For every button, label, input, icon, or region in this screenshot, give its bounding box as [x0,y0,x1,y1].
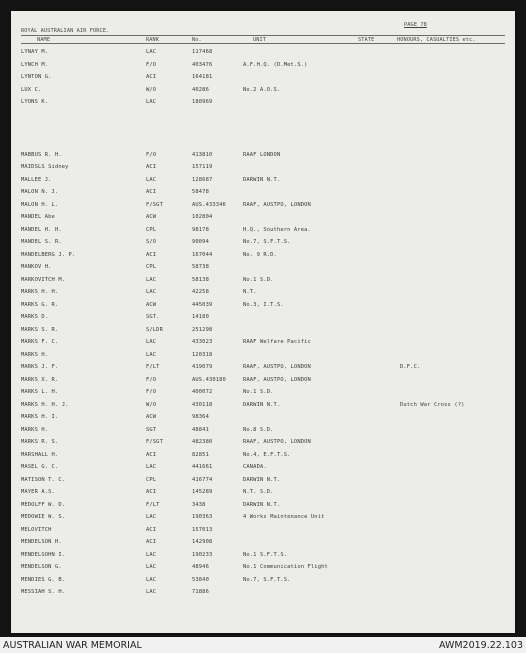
entry-no: AUS.433346 [192,201,226,208]
entry-rank: LAC [146,351,157,358]
entry-rank: LAC [146,176,157,183]
entry-rank: LAC [146,464,157,470]
archive-footer [0,637,526,653]
entry-name: MABBUS R. H. [21,151,62,158]
entry-unit: No.1 S.D. [243,276,274,283]
entry-no: 445039 [192,301,213,308]
entry-no: 120318 [192,351,213,358]
entry-unit: N.T. [243,289,257,295]
entry-rank: ACW [146,301,157,308]
entry-name: MARKS G. R. [21,301,59,308]
entry-rank: LAC [146,276,157,283]
entry-honours: Dutch War Cross (?) [400,401,465,408]
entry-name: LYNTON G. [21,74,52,80]
entry-rank: ACW [146,214,157,220]
entry-name: MARKS S. R. [21,326,59,333]
col-header-honours: HONOURS, CASUALTIES etc. [397,37,476,43]
entry-name: MARKS H. H. J. [21,401,69,408]
footer-accession-number: AWM2019.22.103 [438,640,523,651]
entry-name: LUX C. [21,86,42,93]
entry-unit: RAAF Welfare Pacific [243,339,311,345]
entry-no: 482380 [192,439,213,445]
entry-unit: A.F.H.Q. (D.Met.S.) [243,61,308,68]
entry-no: 157013 [192,526,213,533]
entry-rank: LAC [146,576,157,583]
entry-name: MASEL G. C. [21,464,59,470]
entry-rank: CPL [146,226,157,233]
entry-rank: LAC [146,289,157,295]
col-header-name: NAME [37,37,51,43]
entry-rank: ACI [146,489,157,495]
entry-name: MANDEL Abe [21,214,55,220]
entry-name: MANDEL S. R. [21,239,62,245]
entry-unit: RAAF LONDON [243,151,281,158]
entry-name: MENDELSON H. [21,539,62,545]
entry-no: 190233 [192,551,213,558]
entry-unit: No.4, E.F.T.S. [243,451,291,458]
entry-name: MALON H. L. [21,201,59,208]
entry-rank: ACI [146,451,157,458]
entry-unit: DARWIN N.T. [243,401,281,408]
entry-no: 441661 [192,464,213,470]
entry-unit: No. 9 R.D. [243,251,277,258]
entry-name: MESSIAH S. H. [21,589,66,595]
entry-rank: ACI [146,526,157,533]
entry-unit: RAAF, AUSTPO, LONDON [243,376,311,383]
entry-name: MENDELSOHN I. [21,551,66,558]
entry-name: LYNCH M. [21,61,49,68]
entry-name: MAIDSLS Sidney [21,164,69,170]
entry-no: 128687 [192,176,213,183]
entry-rank: LAC [146,49,157,55]
entry-no: 42258 [192,289,209,295]
entry-rank: F/O [146,151,157,158]
entry-unit: N.T. S.D. [243,489,274,495]
entry-rank: F/O [146,61,157,68]
entry-name: MEDOWIE W. S. [21,514,66,520]
entry-no: 167044 [192,251,213,258]
entry-no: 157119 [192,164,213,170]
entry-no: 71886 [192,589,209,595]
col-header-no: No. [192,37,202,43]
entry-name: MARKOVITCH M. [21,276,66,283]
entry-no: 403476 [192,61,213,68]
entry-name: MARKS F. C. [21,339,59,345]
entry-unit: CANADA. [243,464,267,470]
entry-name: MEDOLFF W. D. [21,501,66,508]
entry-no: 251298 [192,326,213,333]
entry-rank: LAC [146,99,157,105]
entry-name: MAYER A.S. [21,489,55,495]
org-heading: ROYAL AUSTRALIAN AIR FORCE. [21,28,110,34]
entry-rank: F/SGT [146,201,163,208]
entry-rank: ACI [146,539,157,545]
entry-unit: No.2 A.O.S. [243,86,281,93]
entry-name: MENDIES G. B. [21,576,66,583]
entry-no: AUS.430180 [192,376,226,383]
entry-no: 416774 [192,476,213,483]
entry-no: 58738 [192,264,209,270]
entry-rank: F/LT [146,501,160,508]
entry-no: 142908 [192,539,213,545]
entry-unit: H.Q., Southern Area. [243,226,311,233]
entry-no: 53840 [192,576,209,583]
entry-rank: F/O [146,389,157,395]
entry-name: LYNAY M. [21,49,49,55]
entry-no: 164181 [192,74,213,80]
entry-rank: F/LT [146,364,160,370]
entry-rank: S/LDR [146,326,163,333]
entry-no: 433023 [192,339,213,345]
entry-unit: RAAF, AUSTPO, LONDON [243,201,311,208]
entry-unit: RAAF, AUSTPO, LONDON [243,364,311,370]
entry-unit: RAAF, AUSTPO, LONDON [243,439,311,445]
entry-name: MARKS L. H. [21,389,59,395]
col-header-rank: RANK [146,37,160,43]
entry-name: MENDELSON G. [21,564,62,570]
entry-name: MANDELBERG J. P. [21,251,76,258]
entry-rank: ACI [146,74,157,80]
entry-rank: LAC [146,589,157,595]
entry-no: 98178 [192,226,209,233]
header-rule-bottom [21,43,505,44]
entry-rank: CPL [146,264,157,270]
entry-unit: 4 Works Maintenance Unit [243,514,325,520]
entry-honours: D.F.C. [400,364,421,370]
entry-unit: No.3, I.T.S. [243,301,284,308]
entry-name: MARKS H. [21,351,49,358]
entry-no: 180969 [192,99,213,105]
entry-name: MARKS H. [21,426,49,433]
entry-no: 82851 [192,451,209,458]
entry-unit: No.1 S.D. [243,389,274,395]
col-header-unit: UNIT [253,37,267,43]
entry-no: 102804 [192,214,213,220]
entry-no: 430118 [192,401,213,408]
entry-rank: CPL [146,476,157,483]
entry-no: 14180 [192,314,209,320]
entry-rank: F/O [146,376,157,383]
entry-no: 117468 [192,49,213,55]
col-header-state: STATE [358,37,375,43]
entry-no: 400072 [192,389,213,395]
entry-rank: LAC [146,551,157,558]
entry-unit: No.7, S.F.T.S. [243,239,291,245]
entry-name: MARKS D. [21,314,49,320]
entry-unit: No.1 Communication Flight [243,564,328,570]
entry-rank: ACI [146,189,157,195]
entry-no: 413810 [192,151,213,158]
entry-name: MALON N. J. [21,189,59,195]
entry-rank: ACW [146,414,157,420]
entry-rank: SGT. [146,314,160,320]
entry-name: MANDEL H. H. [21,226,62,233]
nominal-roll-sheet [11,11,515,633]
entry-no: 48946 [192,564,209,570]
entry-no: 98364 [192,414,209,420]
entry-unit: No.8 S.D. [243,426,274,433]
entry-no: 145289 [192,489,213,495]
footer-institution: AUSTRALIAN WAR MEMORIAL [3,640,142,651]
entry-name: MELOVITCH [21,526,52,533]
header-rule-top [21,35,505,36]
entry-rank: S/O [146,239,157,245]
entry-rank: LAC [146,564,157,570]
entry-rank: W/O [146,86,157,93]
entry-no: 90094 [192,239,209,245]
entry-no: 419079 [192,364,213,370]
entry-name: MARKS R. S. [21,439,59,445]
entry-name: MARSHALL H. [21,451,59,458]
page-number: PAGE 78 [404,22,427,28]
entry-rank: W/O [146,401,157,408]
entry-no: 48841 [192,426,209,433]
entry-name: MARKS X. R. [21,376,59,383]
entry-name: MARKS H. I. [21,414,59,420]
entry-name: LYONS K. [21,99,49,105]
entry-rank: SGT [146,426,157,433]
entry-rank: LAC [146,514,157,520]
entry-rank: ACI [146,164,157,170]
entry-name: MARKS J. F. [21,364,59,370]
entry-no: 40286 [192,86,209,93]
entry-name: MALLEE J. [21,176,52,183]
entry-unit: No.7, S.F.T.S. [243,576,291,583]
entry-name: MARKS H. H. [21,289,59,295]
entry-rank: F/SGT [146,439,163,445]
entry-unit: DARWIN N.T. [243,176,281,183]
entry-rank: ACI [146,251,157,258]
entry-no: 190363 [192,514,213,520]
entry-unit: No.1 S.F.T.S. [243,551,288,558]
entry-unit: DARWIN N.T. [243,476,281,483]
entry-rank: LAC [146,339,157,345]
entry-no: 58478 [192,189,209,195]
entry-no: 3438 [192,501,206,508]
entry-name: MANKOV H. [21,264,52,270]
entry-unit: DARWIN N.T. [243,501,281,508]
entry-no: 58138 [192,276,209,283]
entry-name: MATISON T. C. [21,476,66,483]
